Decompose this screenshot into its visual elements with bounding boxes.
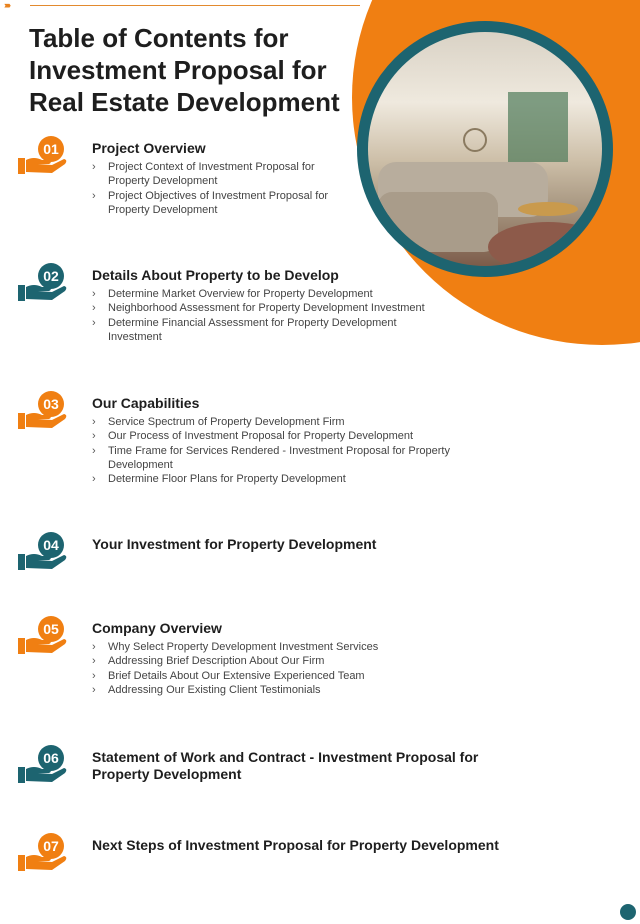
subitem: › Determine Floor Plans for Property Development <box>92 472 492 486</box>
section-heading: Next Steps of Investment Proposal for Property Development <box>92 837 499 853</box>
subitem: › Project Context of Investment Proposal for Property Development <box>92 160 342 189</box>
section-number: 07 <box>38 833 64 859</box>
subitem-list <box>92 640 378 697</box>
hand-icon <box>18 532 68 578</box>
section-number: 04 <box>38 532 64 558</box>
section-number: 03 <box>38 391 64 417</box>
teal-dot-decoration <box>620 904 636 920</box>
subitem-list <box>92 287 452 344</box>
subitem-list <box>92 160 342 217</box>
section-heading: Our Capabilities <box>92 395 200 411</box>
subitem: › Determine Financial Assessment for Property Development Investment <box>92 316 452 345</box>
subitem: › Brief Details About Our Extensive Experienced Team <box>92 669 378 683</box>
section-number: 05 <box>38 616 64 642</box>
section-heading: Details About Property to be Develop <box>92 267 339 283</box>
subitem: › Why Select Property Development Investment Services <box>92 640 378 654</box>
subitem: › Project Objectives of Investment Proposal for Property Development <box>92 189 342 218</box>
top-divider <box>30 5 360 6</box>
subitem: › Neighborhood Assessment for Property Development Investment <box>92 301 452 315</box>
section-heading: Statement of Work and Contract - Investment Proposal for Property Development <box>92 749 479 782</box>
section-heading: Project Overview <box>92 140 206 156</box>
subitem-list <box>92 415 492 486</box>
arrows-decoration-icon: ››››› <box>4 0 9 10</box>
section-heading: Company Overview <box>92 620 222 636</box>
page-title: Table of Contents for Investment Proposal for Real Estate Development <box>29 23 340 117</box>
hand-icon <box>18 391 68 437</box>
section-heading: Your Investment for Property Development <box>92 536 377 552</box>
hand-icon <box>18 136 68 182</box>
section-number: 01 <box>38 136 64 162</box>
hand-icon <box>18 263 68 309</box>
subitem: › Addressing Brief Description About Our Firm <box>92 654 378 668</box>
subitem: › Time Frame for Services Rendered - Investment Proposal for Property Development <box>92 444 492 473</box>
subitem: › Addressing Our Existing Client Testimonials <box>92 683 378 697</box>
subitem: › Service Spectrum of Property Development Firm <box>92 415 492 429</box>
subitem: › Our Process of Investment Proposal for Property Development <box>92 429 492 443</box>
section-number: 06 <box>38 745 64 771</box>
hand-icon <box>18 616 68 662</box>
hand-icon <box>18 745 68 791</box>
hand-icon <box>18 833 68 879</box>
subitem: › Determine Market Overview for Property Development <box>92 287 452 301</box>
section-number: 02 <box>38 263 64 289</box>
